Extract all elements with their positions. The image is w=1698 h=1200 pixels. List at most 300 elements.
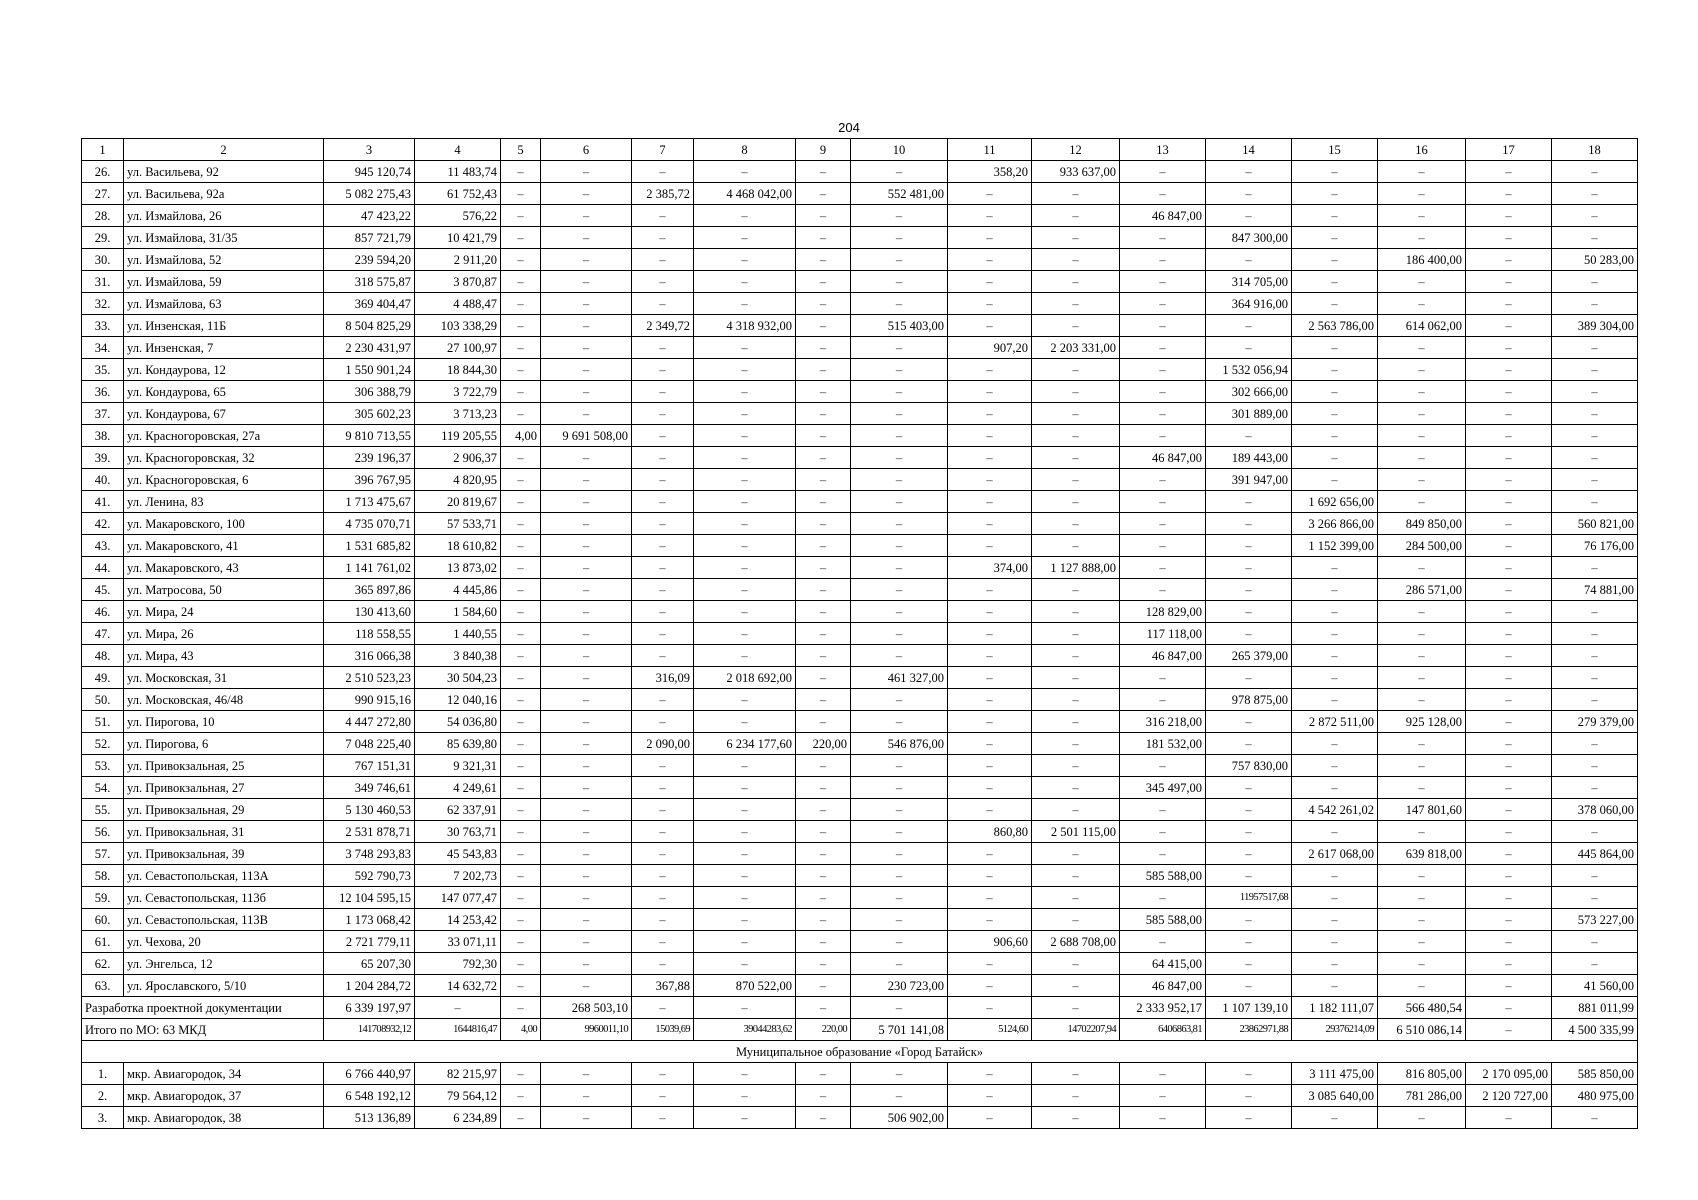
value-cell-col-6: – [541,293,632,315]
value-cell-col-12: – [1032,579,1120,601]
value-cell-col-4: 4 445,86 [415,579,501,601]
address-cell: ул. Макаровского, 43 [124,557,324,579]
value-cell-col-6: – [541,623,632,645]
value-cell-col-11: – [948,601,1032,623]
value-cell-col-7: 2 385,72 [632,183,694,205]
value-cell-col-7: – [632,205,694,227]
value-cell-col-17: – [1466,623,1552,645]
address-cell: ул. Севастопольская, 113б [124,887,324,909]
value-cell-col-3: 47 423,22 [324,205,415,227]
value-cell-col-12: – [1032,425,1120,447]
value-cell-col-16: 849 850,00 [1378,513,1466,535]
value-cell-col-13: – [1120,293,1206,315]
value-cell-col-8: – [694,205,796,227]
value-cell-col-16: – [1378,755,1466,777]
value-cell-col-7: – [632,843,694,865]
total-cell-col-5: 4,00 [501,1019,541,1041]
row-number: 62. [82,953,124,975]
value-cell-col-17: – [1466,711,1552,733]
value-cell-col-16: 286 571,00 [1378,579,1466,601]
value-cell-col-5: – [501,777,541,799]
value-cell-col-5: – [501,315,541,337]
value-cell-col-14: – [1206,909,1292,931]
value-cell-col-4: 4 249,61 [415,777,501,799]
value-cell-col-6: – [541,579,632,601]
value-cell-col-10: 506 902,00 [851,1107,948,1129]
value-cell-col-5: – [501,205,541,227]
value-cell-col-7: – [632,601,694,623]
value-cell-col-16: – [1378,557,1466,579]
value-cell-col-7: – [632,271,694,293]
value-cell-col-3: 1 550 901,24 [324,359,415,381]
value-cell-col-10: – [851,447,948,469]
address-cell: ул. Измайлова, 63 [124,293,324,315]
value-cell-col-12: – [1032,491,1120,513]
value-cell-col-11: – [948,623,1032,645]
value-cell-col-13: – [1120,1107,1206,1129]
value-cell-col-9: – [796,227,851,249]
value-cell-col-6: – [541,183,632,205]
column-header-6: 6 [541,139,632,161]
value-cell-col-13: – [1120,931,1206,953]
address-cell: ул. Измайлова, 26 [124,205,324,227]
value-cell-col-16: – [1378,403,1466,425]
address-cell: мкр. Авиагородок, 38 [124,1107,324,1129]
value-cell-col-4: 119 205,55 [415,425,501,447]
row-number: 2. [82,1085,124,1107]
value-cell-col-16: – [1378,689,1466,711]
row-number: 28. [82,205,124,227]
value-cell-col-6: – [541,447,632,469]
total-cell-col-14: 23862971,88 [1206,1019,1292,1041]
value-cell-col-3: 9 810 713,55 [324,425,415,447]
value-cell-col-11: – [948,953,1032,975]
address-cell: ул. Красногоровская, 27а [124,425,324,447]
value-cell-col-4: 576,22 [415,205,501,227]
value-cell-col-18: 881 011,99 [1552,997,1638,1019]
value-cell-col-11: – [948,271,1032,293]
table-row [82,1107,1638,1129]
column-header-2: 2 [124,139,324,161]
column-header-14: 14 [1206,139,1292,161]
row-number: 58. [82,865,124,887]
address-cell: мкр. Авиагородок, 34 [124,1063,324,1085]
value-cell-col-15: – [1292,447,1378,469]
value-cell-col-16: 816 805,00 [1378,1063,1466,1085]
value-cell-col-18: – [1552,491,1638,513]
value-cell-col-3: 306 388,79 [324,381,415,403]
column-header-10: 10 [851,139,948,161]
value-cell-col-6: – [541,491,632,513]
table-row [82,909,1638,931]
value-cell-col-14: – [1206,931,1292,953]
value-cell-col-8: – [694,425,796,447]
value-cell-col-13: – [1120,557,1206,579]
value-cell-col-10: – [851,425,948,447]
value-cell-col-6: – [541,645,632,667]
value-cell-col-7: – [632,535,694,557]
value-cell-col-10: – [851,337,948,359]
value-cell-col-16: – [1378,865,1466,887]
value-cell-col-13: – [1120,469,1206,491]
value-cell-col-12: – [1032,887,1120,909]
value-cell-col-3: 396 767,95 [324,469,415,491]
value-cell-col-11: – [948,447,1032,469]
value-cell-col-15: 3 266 866,00 [1292,513,1378,535]
column-header-3: 3 [324,139,415,161]
table-row [82,491,1638,513]
value-cell-col-16: – [1378,183,1466,205]
value-cell-col-16: – [1378,667,1466,689]
value-cell-col-4: 10 421,79 [415,227,501,249]
address-cell: ул. Севастопольская, 113А [124,865,324,887]
value-cell-col-6: – [541,843,632,865]
address-cell: ул. Привокзальная, 31 [124,821,324,843]
column-header-16: 16 [1378,139,1466,161]
value-cell-col-15: – [1292,1107,1378,1129]
value-cell-col-3: 6 548 192,12 [324,1085,415,1107]
value-cell-col-7: – [632,931,694,953]
value-cell-col-8: – [694,1063,796,1085]
address-cell: ул. Инзенская, 11Б [124,315,324,337]
value-cell-col-4: 3 870,87 [415,271,501,293]
value-cell-col-17: – [1466,909,1552,931]
value-cell-col-14: 302 666,00 [1206,381,1292,403]
value-cell-col-3: 349 746,61 [324,777,415,799]
value-cell-col-18: – [1552,953,1638,975]
value-cell-col-8: – [694,337,796,359]
address-cell: ул. Кондаурова, 12 [124,359,324,381]
value-cell-col-18: – [1552,645,1638,667]
row-number: 46. [82,601,124,623]
value-cell-col-5: – [501,579,541,601]
value-cell-col-13: 64 415,00 [1120,953,1206,975]
value-cell-col-8: – [694,359,796,381]
value-cell-col-9: – [796,513,851,535]
value-cell-col-5: – [501,557,541,579]
value-cell-col-14: – [1206,667,1292,689]
address-cell: ул. Макаровского, 100 [124,513,324,535]
value-cell-col-11: 374,00 [948,557,1032,579]
value-cell-col-17: – [1466,205,1552,227]
column-header-12: 12 [1032,139,1120,161]
value-cell-col-11: – [948,293,1032,315]
row-number: 39. [82,447,124,469]
value-cell-col-9: – [796,909,851,931]
value-cell-col-9: – [796,535,851,557]
value-cell-col-17: – [1466,777,1552,799]
total-cell-col-18: 4 500 335,99 [1552,1019,1638,1041]
value-cell-col-10: – [851,997,948,1019]
value-cell-col-3: 318 575,87 [324,271,415,293]
value-cell-col-12: – [1032,733,1120,755]
value-cell-col-10: – [851,755,948,777]
value-cell-col-7: – [632,887,694,909]
value-cell-col-17: – [1466,315,1552,337]
value-cell-col-12: 2 501 115,00 [1032,821,1120,843]
value-cell-col-13: – [1120,271,1206,293]
value-cell-col-14: 301 889,00 [1206,403,1292,425]
value-cell-col-7: 2 090,00 [632,733,694,755]
value-cell-col-16: – [1378,491,1466,513]
value-cell-col-18: 41 560,00 [1552,975,1638,997]
table-row [82,359,1638,381]
total-cell-col-17: – [1466,1019,1552,1041]
value-cell-col-5: – [501,865,541,887]
value-cell-col-5: – [501,843,541,865]
value-cell-col-8: – [694,931,796,953]
table-row [82,271,1638,293]
value-cell-col-15: 2 563 786,00 [1292,315,1378,337]
value-cell-col-6: – [541,315,632,337]
value-cell-col-8: – [694,777,796,799]
value-cell-col-18: 74 881,00 [1552,579,1638,601]
value-cell-col-12: – [1032,799,1120,821]
value-cell-col-5: – [501,1085,541,1107]
value-cell-col-17: – [1466,557,1552,579]
design-documentation-label: Разработка проектной документации [82,997,324,1019]
value-cell-col-7: – [632,337,694,359]
value-cell-col-17: – [1466,975,1552,997]
value-cell-col-12: – [1032,711,1120,733]
value-cell-col-17: – [1466,645,1552,667]
row-number: 37. [82,403,124,425]
value-cell-col-11: – [948,579,1032,601]
value-cell-col-13: – [1120,755,1206,777]
row-number: 38. [82,425,124,447]
value-cell-col-12: – [1032,953,1120,975]
value-cell-col-12: – [1032,1107,1120,1129]
value-cell-col-15: – [1292,755,1378,777]
table-row [82,249,1638,271]
value-cell-col-6: – [541,469,632,491]
value-cell-col-7: – [632,227,694,249]
total-cell-col-15: 29376214,09 [1292,1019,1378,1041]
table-row [82,161,1638,183]
value-cell-col-6: – [541,1085,632,1107]
value-cell-col-6: – [541,909,632,931]
value-cell-col-12: – [1032,1063,1120,1085]
value-cell-col-17: – [1466,403,1552,425]
value-cell-col-7: – [632,997,694,1019]
value-cell-col-11: – [948,315,1032,337]
address-cell: ул. Измайлова, 52 [124,249,324,271]
value-cell-col-11: – [948,755,1032,777]
value-cell-col-11: – [948,381,1032,403]
value-cell-col-15: – [1292,865,1378,887]
value-cell-col-17: – [1466,689,1552,711]
value-cell-col-16: – [1378,645,1466,667]
value-cell-col-5: – [501,711,541,733]
value-cell-col-5: – [501,381,541,403]
value-cell-col-6: – [541,755,632,777]
value-cell-col-5: – [501,953,541,975]
table-row [82,645,1638,667]
value-cell-col-15: – [1292,887,1378,909]
value-cell-col-10: – [851,777,948,799]
address-cell: ул. Макаровского, 41 [124,535,324,557]
value-cell-col-18: – [1552,667,1638,689]
value-cell-col-18: – [1552,183,1638,205]
row-number: 33. [82,315,124,337]
value-cell-col-7: – [632,799,694,821]
value-cell-col-8: – [694,535,796,557]
value-cell-col-18: – [1552,865,1638,887]
value-cell-col-17: – [1466,821,1552,843]
value-cell-col-12: – [1032,689,1120,711]
value-cell-col-18: 378 060,00 [1552,799,1638,821]
value-cell-col-6: – [541,1107,632,1129]
value-cell-col-10: – [851,689,948,711]
value-cell-col-11: – [948,249,1032,271]
table-row [82,953,1638,975]
value-cell-col-14: – [1206,183,1292,205]
value-cell-col-12: – [1032,359,1120,381]
value-cell-col-18: – [1552,161,1638,183]
value-cell-col-17: – [1466,733,1552,755]
value-cell-col-16: 186 400,00 [1378,249,1466,271]
address-cell: ул. Ленина, 83 [124,491,324,513]
address-cell: ул. Матросова, 50 [124,579,324,601]
value-cell-col-15: 2 617 068,00 [1292,843,1378,865]
value-cell-col-17: – [1466,799,1552,821]
value-cell-col-10: – [851,579,948,601]
value-cell-col-16: – [1378,447,1466,469]
value-cell-col-10: – [851,931,948,953]
value-cell-col-3: 1 204 284,72 [324,975,415,997]
value-cell-col-18: – [1552,557,1638,579]
value-cell-col-15: 3 085 640,00 [1292,1085,1378,1107]
value-cell-col-11: – [948,183,1032,205]
row-number: 49. [82,667,124,689]
table-row [82,887,1638,909]
value-cell-col-17: – [1466,469,1552,491]
value-cell-col-3: 65 207,30 [324,953,415,975]
total-label: Итого по МО: 63 МКД [82,1019,324,1041]
value-cell-col-5: – [501,161,541,183]
value-cell-col-13: – [1120,337,1206,359]
value-cell-col-3: 316 066,38 [324,645,415,667]
value-cell-col-8: – [694,579,796,601]
value-cell-col-15: – [1292,953,1378,975]
value-cell-col-5: – [501,645,541,667]
value-cell-col-3: 239 196,37 [324,447,415,469]
total-cell-col-3: 141708932,12 [324,1019,415,1041]
value-cell-col-14: – [1206,953,1292,975]
value-cell-col-10: – [851,821,948,843]
value-cell-col-6: – [541,601,632,623]
value-cell-col-11: – [948,1085,1032,1107]
value-cell-col-17: – [1466,535,1552,557]
value-cell-col-14: – [1206,843,1292,865]
value-cell-col-8: – [694,513,796,535]
value-cell-col-5: – [501,689,541,711]
value-cell-col-5: – [501,249,541,271]
value-cell-col-4: 103 338,29 [415,315,501,337]
value-cell-col-15: – [1292,689,1378,711]
value-cell-col-4: 33 071,11 [415,931,501,953]
value-cell-col-16: 639 818,00 [1378,843,1466,865]
value-cell-col-13: – [1120,843,1206,865]
value-cell-col-18: – [1552,469,1638,491]
value-cell-col-10: – [851,645,948,667]
value-cell-col-16: – [1378,227,1466,249]
value-cell-col-5: – [501,623,541,645]
row-number: 56. [82,821,124,843]
address-cell: ул. Московская, 31 [124,667,324,689]
value-cell-col-8: – [694,755,796,777]
value-cell-col-13: 46 847,00 [1120,205,1206,227]
value-cell-col-16: 614 062,00 [1378,315,1466,337]
value-cell-col-12: – [1032,601,1120,623]
table-row [82,865,1638,887]
value-cell-col-6: 9 691 508,00 [541,425,632,447]
value-cell-col-16: – [1378,469,1466,491]
value-cell-col-4: 4 488,47 [415,293,501,315]
value-cell-col-3: 4 735 070,71 [324,513,415,535]
value-cell-col-14: – [1206,1063,1292,1085]
value-cell-col-14: – [1206,975,1292,997]
value-cell-col-3: 369 404,47 [324,293,415,315]
value-cell-col-11: 907,20 [948,337,1032,359]
value-cell-col-17: 2 170 095,00 [1466,1063,1552,1085]
value-cell-col-9: – [796,1085,851,1107]
value-cell-col-16: – [1378,931,1466,953]
value-cell-col-8: 2 018 692,00 [694,667,796,689]
value-cell-col-7: – [632,953,694,975]
row-number: 54. [82,777,124,799]
value-cell-col-7: 2 349,72 [632,315,694,337]
value-cell-col-3: 513 136,89 [324,1107,415,1129]
value-cell-col-4: 14 253,42 [415,909,501,931]
page-number: 204 [838,120,860,135]
value-cell-col-3: 12 104 595,15 [324,887,415,909]
value-cell-col-3: 857 721,79 [324,227,415,249]
value-cell-col-9: – [796,953,851,975]
value-cell-col-3: 945 120,74 [324,161,415,183]
value-cell-col-3: 1 713 475,67 [324,491,415,513]
value-cell-col-10: 546 876,00 [851,733,948,755]
value-cell-col-3: 365 897,86 [324,579,415,601]
address-cell: ул. Измайлова, 31/35 [124,227,324,249]
value-cell-col-8: – [694,557,796,579]
value-cell-col-18: – [1552,777,1638,799]
value-cell-col-7: – [632,359,694,381]
value-cell-col-8: – [694,1085,796,1107]
value-cell-col-6: – [541,799,632,821]
value-cell-col-18: – [1552,601,1638,623]
value-cell-col-15: – [1292,337,1378,359]
table-row [82,777,1638,799]
value-cell-col-10: – [851,535,948,557]
value-cell-col-5: – [501,491,541,513]
value-cell-col-6: – [541,403,632,425]
total-cell-col-9: 220,00 [796,1019,851,1041]
value-cell-col-12: – [1032,975,1120,997]
value-cell-col-17: – [1466,447,1552,469]
value-cell-col-6: – [541,249,632,271]
value-cell-col-6: – [541,821,632,843]
value-cell-col-17: – [1466,227,1552,249]
value-cell-col-8: – [694,843,796,865]
value-cell-col-8: – [694,887,796,909]
value-cell-col-13: – [1120,161,1206,183]
value-cell-col-13: 316 218,00 [1120,711,1206,733]
value-cell-col-6: – [541,733,632,755]
value-cell-col-4: 13 873,02 [415,557,501,579]
value-cell-col-17: – [1466,887,1552,909]
value-cell-col-14: – [1206,491,1292,513]
